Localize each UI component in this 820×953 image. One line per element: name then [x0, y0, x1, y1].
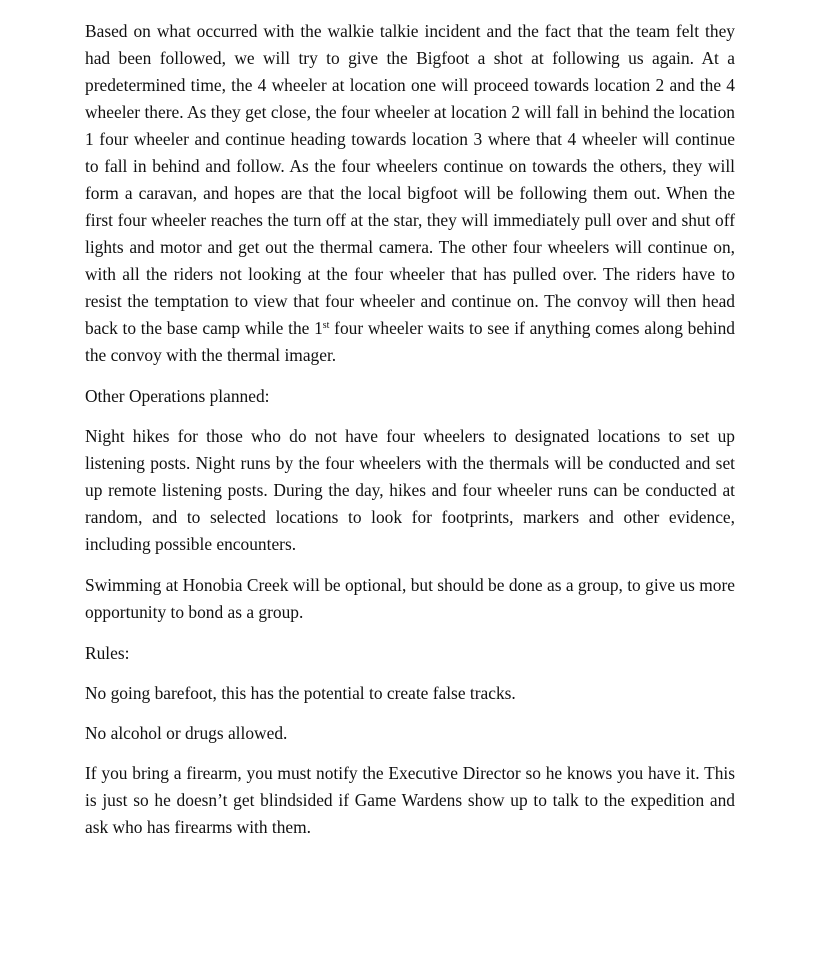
document-page	[85, 18, 735, 855]
paragraph-bigfoot-plan	[85, 18, 735, 369]
rule-firearm: If you bring a firearm, you must notify the Executive Director so he knows you have it. This is just so he doesn’t get blindsided if Game Wardens show up to talk to the expedition and ask who has firearms with them.	[85, 763, 735, 837]
heading-rules: Rules:	[85, 643, 130, 663]
paragraph-bigfoot-plan-text: Based on what occurred with the walkie talkie incident and the fact that the team felt they had been followed, we will try to give the Bigfoot a shot at following us again. At a predetermined time, the 4 wheeler at location one will proceed towards location 2 and the 4 wheeler there. As they get close, the four wheeler at location 2 will fall in behind the location 1 four wheeler and continue heading towards location 3 where that 4 wheeler will continue to fall in behind and follow. As the four wheelers continue on towards the others, they will form a caravan, and hopes are that the local bigfoot will be following them out. When the first four wheeler reaches the turn off at the star, they will immediately pull over and shut off lights and motor and get out the thermal camera. The other four wheelers will continue on, with all the riders not looking at the four wheeler that has pulled over. The riders have to resist the temptation to view that four wheeler and continue on. The convoy will then head back to the base camp while the 1	[85, 21, 735, 338]
rule-alcohol: No alcohol or drugs allowed.	[85, 723, 288, 743]
heading-other-operations: Other Operations planned:	[85, 386, 270, 406]
rule-barefoot: No going barefoot, this has the potential to create false tracks.	[85, 683, 516, 703]
paragraph-night-hikes: Night hikes for those who do not have four wheelers to designated locations to set up listening posts. Night runs by the four wheelers with the thermals will be conducted and set up remote listening posts. During the day, hikes and four wheeler runs can be conducted at random, and to selected locations to look for footprints, markers and other evidence, including possible encounters.	[85, 426, 735, 554]
paragraph-bigfoot-plan-text-end: four wheeler waits to see if anything comes along behind the convoy with the thermal imager.	[85, 318, 735, 365]
ordinal-superscript: st	[322, 320, 330, 331]
paragraph-swimming: Swimming at Honobia Creek will be optional, but should be done as a group, to give us more opportunity to bond as a group.	[85, 575, 735, 622]
